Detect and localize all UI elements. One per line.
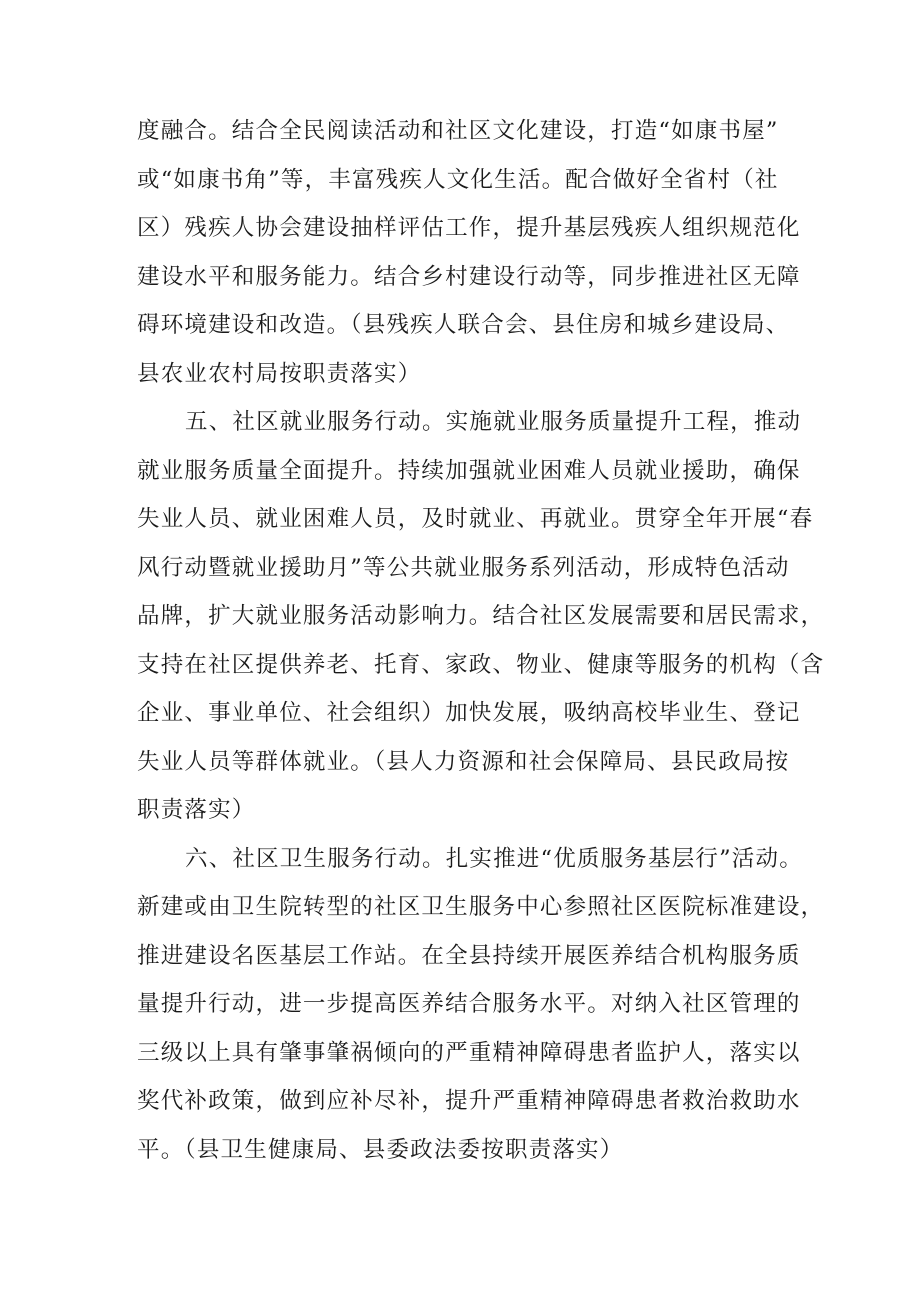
text-line: 建设水平和服务能力。结合乡村建设行动等，同步推进社区无障 bbox=[137, 263, 801, 290]
text-line: 量提升行动，进一步提高医养结合服务水平。对纳入社区管理的 bbox=[137, 991, 801, 1017]
text-line: 企业、事业单位、社会组织）加快发展，吸纳高校毕业生、登记 bbox=[137, 700, 801, 726]
text-line: 五、社区就业服务行动。实施就业服务质量提升工程，推动 bbox=[185, 409, 802, 435]
text-line: 或“如康书角”等，丰富残疾人文化生活。配合做好全省村（社 bbox=[137, 166, 779, 193]
text-line: 风行动暨就业援助月”等公共就业服务系列活动，形成特色活动 bbox=[137, 554, 790, 581]
paragraph-health-service bbox=[137, 835, 825, 1175]
text-line: 推进建设名医基层工作站。在全县持续开展医养结合机构服务质 bbox=[137, 942, 801, 969]
text-line: 度融合。结合全民阅读活动和社区文化建设，打造“如康书屋” bbox=[137, 118, 779, 144]
text-line: 区）残疾人协会建设抽样评估工作，提升基层残疾人组织规范化 bbox=[137, 215, 801, 241]
text-line: 支持在社区提供养老、托育、家政、物业、健康等服务的机构（含 bbox=[137, 651, 825, 678]
text-line: 碍环境建设和改造。（县残疾人联合会、县住房和城乡建设局、 bbox=[137, 312, 790, 338]
text-line: 职责落实） bbox=[137, 797, 256, 823]
text-line: 奖代补政策，做到应补尽补，提升严重精神障碍患者救治救助水 bbox=[137, 1088, 801, 1114]
paragraph-continuation bbox=[137, 107, 807, 398]
text-line: 县农业农村局按职责落实） bbox=[137, 360, 422, 387]
text-line: 六、社区卫生服务行动。扎实推进“优质服务基层行”活动。 bbox=[185, 845, 803, 872]
text-line: 失业人员、就业困难人员，及时就业、再就业。贯穿全年开展“春 bbox=[137, 506, 814, 532]
document-body bbox=[137, 107, 825, 1174]
text-line: 就业服务质量全面提升。持续加强就业困难人员就业援助，确保 bbox=[137, 457, 801, 484]
text-line: 三级以上具有肇事肇祸倾向的严重精神障碍患者监护人，落实以 bbox=[137, 1039, 801, 1066]
text-line: 品牌，扩大就业服务活动影响力。结合社区发展需要和居民需求， bbox=[137, 603, 825, 629]
text-line: 平。（县卫生健康局、县委政法委按职责落实） bbox=[137, 1136, 624, 1163]
text-line: 新建或由卫生院转型的社区卫生服务中心参照社区医院标准建设， bbox=[137, 894, 825, 920]
paragraph-employment-service bbox=[137, 398, 825, 835]
text-line: 失业人员等群体就业。（县人力资源和社会保障局、县民政局按 bbox=[137, 748, 790, 775]
